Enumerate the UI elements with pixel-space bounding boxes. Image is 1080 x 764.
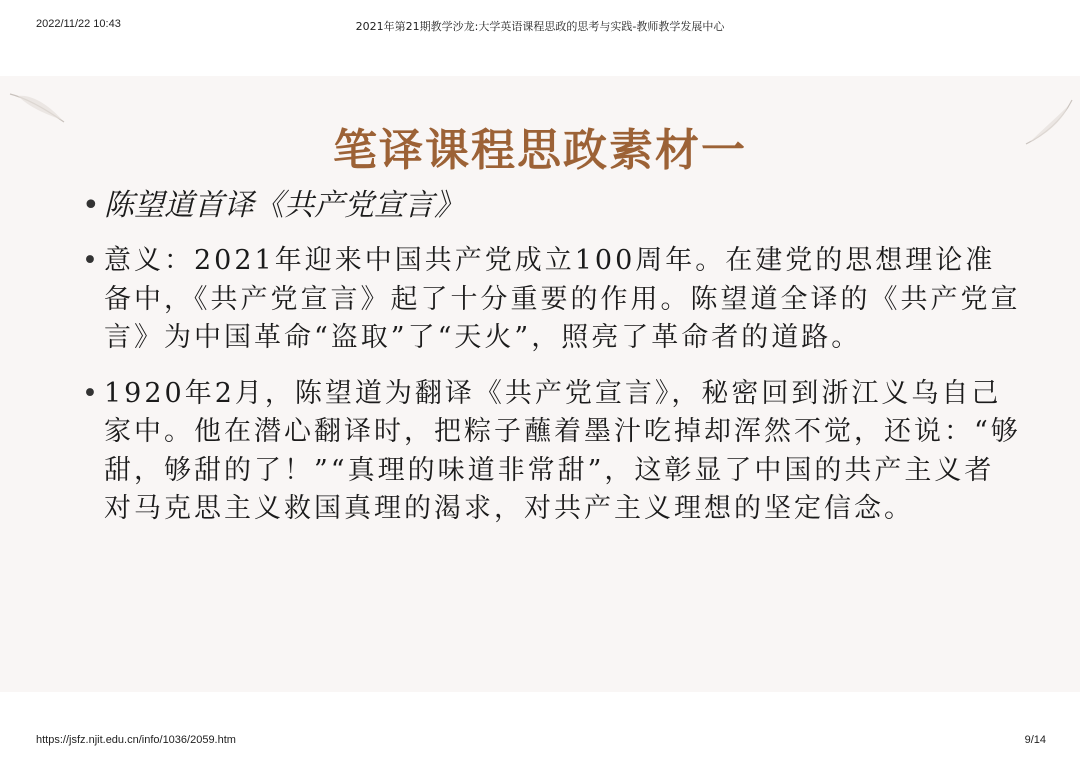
print-url-link[interactable]: https://jsfz.njit.edu.cn/info/1036/2059.htm <box>36 734 236 746</box>
slide <box>0 76 1080 692</box>
print-datetime: 2022/11/22 10:43 <box>36 18 121 30</box>
bullet-item: • 意义：2021年迎来中国共产党成立100周年。在建党的思想理论准备中，《共产党宣言》起了十分重要的作用。陈望道全译的《共产党宣言》为中国革命“盗取”了“天火”，照亮了革命者的道路。 <box>82 242 1022 358</box>
bullet-list <box>82 186 1022 546</box>
bullet-item: • 陈望道首译《共产党宣言》 <box>82 186 1022 226</box>
slide-title: 笔译课程思政素材一 <box>333 125 747 176</box>
bullet-item: • 1920年2月，陈望道为翻译《共产党宣言》，秘密回到浙江义乌自己家中。他在潜心翻译时，把粽子蘸着墨汁吃掉却浑然不觉，还说：“够甜，够甜的了！”“真理的味道非常甜”，这彰显了中国的共产主义者对马克思主义救国真理的渴求，对共产主义理想的坚定信念。 <box>82 375 1022 529</box>
print-document-title: 2021年第21期教学沙龙:大学英语课程思政的思考与实践-教师教学发展中心 <box>355 20 725 33</box>
print-page-number: 9/14 <box>1024 734 1046 746</box>
